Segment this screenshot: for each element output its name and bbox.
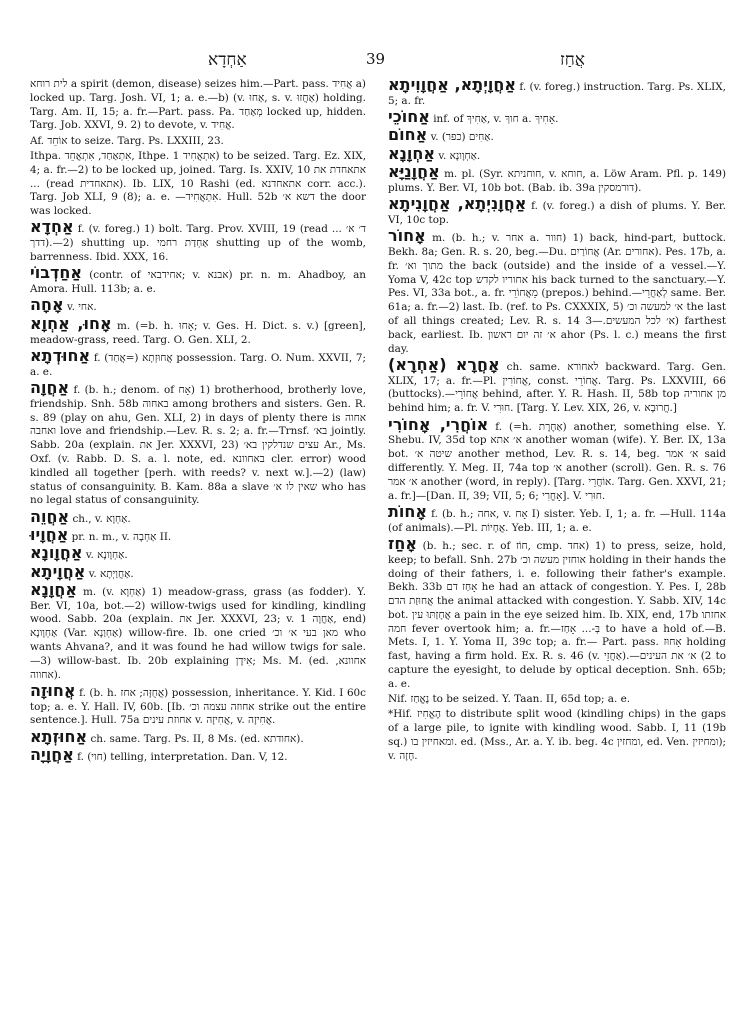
entry-headword: אַחֲוֵה	[30, 506, 70, 526]
dictionary-entry	[30, 524, 366, 545]
dictionary-entry	[388, 75, 726, 109]
entry-definition: v. אַחְוָונָא.	[85, 549, 128, 562]
entry-definition: *Hif. הֶאֱחִיז to distribute split wood (kindling chips) in the gaps of a large pile, to ignite with kindling wood. Sabb. I, 11 (19b sq.) ומאחיזין בו. ed. (Mss., Ar. a. Y. ib. beg. 4c ומחזין, ed. Ven. ומחיזין); v. חָזָה.	[388, 708, 726, 762]
entry-definition: v. אַחִים (כפר).	[430, 131, 494, 144]
dictionary-entry	[30, 345, 366, 380]
entry-headword: אָחוֹר	[388, 226, 426, 246]
dictionary-entry	[388, 501, 726, 536]
entry-definition: f. (v. foreg.) 1) bolt. Targ. Prov. XVIII, 19 (read ... ד׳ א׳ דדך).—2) shutting up. אַחְדַת רחמי shutting up of the womb, barrenness. Ibid. XXX, 16.	[30, 223, 366, 264]
dictionary-entry	[388, 161, 726, 196]
entry-headword: אַחֲוָיוּ	[30, 524, 69, 544]
dictionary-entry	[30, 313, 367, 348]
dictionary-entry	[30, 295, 366, 315]
entry-headword: אַחֲוָנַיָּא	[388, 161, 440, 181]
entry-definition: m. (v. אַחְוָא) 1) meadow-grass, grass (as fodder). Y. Ber. VI, 10a, bot.—2) willow-twigs used for kindling, kindling wood. Sabb. 20a (explain. את Jer. XXXVI, 23; v. אַחֲוָה 1, end) אַחְוָונָא (Var. אַחְוַנָא) willow-fire. Ib. one cried מאן בעי א׳ וכ׳ who wants Ahvana?, and it was found he had willow twigs for sale.—3) willow-bast. Ib. 20b explaining אִידָן; Ms. M. (ed. אחוונא, אחווה).	[30, 585, 366, 681]
dictionary-entry	[30, 680, 366, 728]
header-right-word: אֲחַז	[560, 50, 586, 70]
entry-headword: אַחֲוָיתָא	[30, 561, 86, 581]
entry-definition: ch., v. אַחְוָא.	[72, 512, 131, 525]
entry-definition: f. (חוי) telling, interpretation. Dan. V, 12.	[77, 751, 288, 764]
dictionary-entry	[30, 506, 366, 527]
dictionary-entry	[388, 226, 727, 356]
header-left-word: אַחְדָא	[208, 50, 247, 70]
entry-headword: אַחַדְבוֹי	[30, 263, 83, 283]
entry-definition: v. אחי.	[66, 301, 97, 314]
dictionary-entry	[30, 263, 366, 297]
entry-definition: f. (v. foreg.) instruction. Targ. Ps. XLIX, 5; a. fr.	[388, 81, 726, 107]
dictionary-entry	[30, 726, 366, 747]
right-column	[388, 75, 727, 765]
entry-definition: f. (b. h. אֲחֻזָּה; אחז) possession, inheritance. Y. Kid. I 60c top; a. e. Y. Hall. IV, 60b. [Ib. אחוזה עצמה וכ׳ strike out the entire sentence.]. Hull. 75a אחוזת עינים v. אֲחִיזָה, v. אֲחִיזָה.	[30, 686, 366, 727]
dictionary-entry	[388, 125, 726, 145]
dictionary-entry	[388, 143, 726, 164]
entry-headword: אַחוּדְתָא	[30, 345, 91, 365]
entry-definition: f. (אֲחַד=) אֲחוּזְתָא possession. Targ. O. Num. XXVII, 7; a. e.	[30, 351, 366, 378]
page-number: 39	[366, 50, 386, 68]
entry-definition: f. (v. foreg.) a dish of plums. Y. Ber. VI, 10c top.	[388, 200, 726, 226]
dictionary-entry	[30, 745, 366, 765]
entry-definition: ch. same. לאחורא backward. Targ. Gen. XLIX, 17; a. fr.—Pl. אֲחוֹרִין, const. אֲחוֹרֵי. Targ. Ps. LXXVIII, 66 (buttocks).—אֲחוֹרֵי behind, after. Y. R. Hash. II, 58b top מן אחוריה behind him; a. fr. V. חוּרִי. [Targ. Y. Lev. XIX, 26, v. חֲרוּבָא.]	[388, 360, 727, 415]
left-column	[30, 78, 366, 766]
entry-headword: אַחֲוָונָא	[30, 543, 83, 563]
dictionary-entry	[30, 78, 366, 133]
entry-definition: f. (b. h.; denom. of אָח) 1) brotherhood, brotherly love, friendship. Snh. 58b באחוה among brothers and sisters. Gen. R. s. 89 (play on ahu, Gen. XLI, 2) in days of plenty there is אחוה ואחבה love and friendship.—Lev. R. s. 2; a. fr.—Trnsf. בא׳ jointly. Sabb. 20a (explain. את Jer. XXXVI, 23) עצים שנדלקין בא׳ Ar., Ms. Oxf. (v. Rabb. D. S. a. l. note, ed. באחוונא cler. error) wood kindled all together [perh. with reeds? v. next w.].—2) (law) status of consanguinity. B. Kam. 88a a slave שאין לו א׳ who has no legal status of consanguinity.	[30, 383, 367, 507]
dictionary-entry	[30, 579, 366, 683]
entry-definition: f. (b. h.; אחה, v. אָח I) sister. Yeb. I, 1; a. fr. —Hull. 114a (of animals).—Pl. אֲחָיוֹת. Yeb. III, 1; a. e.	[388, 507, 726, 534]
dictionary-entry	[388, 533, 727, 692]
entry-headword: אַחוֹם	[388, 125, 428, 145]
entry-headword: אַחֲוָיָה	[30, 745, 74, 765]
dictionary-entry	[30, 135, 366, 149]
entry-headword: אֲחוּזָה	[30, 680, 76, 700]
entry-definition: m. (=b. h. אָחוּ; v. Ges. H. Dict. s. v.) [green], meadow-grass, reed. Targ. O. Gen. XLI, 2.	[30, 319, 367, 346]
entry-definition: m. pl. (Syr. חוחניתא, v. חוחא, a. Löw Aram. Pfl. p. 149) plums. Y. Ber. VI, 10b bot. (Bab. ib. 39a דורמסקין).	[388, 167, 726, 194]
entry-definition: (b. h.; sec. r. of חוֹז, cmp. אחד) 1) to press, seize, hold, keep; to befall. Snh. 27b אוחזין מעשה וכ׳ holding in their hands the doing of their fathers, i. e. following their father's example. Bekh. 33b אָחַז דם he had an attack of congestion. Y. Pes. I, 28b אֲחוּזַת הדם the animal attacked with congestion. Y. Sabb. XIV, 14c bot. אֲחָזַתּוּ עין a pain in the eye seized him. Ib. XIX, end, 17b אחזתו חמה fever overtook him; a. fr.—בְּ-... אָחַז to have a hold of.—B. Mets. I, 1. Y. Yoma II, 39c top; a. fr.— Part. pass. אָחוּז holding fast, having a firm hold. Ex. R. s. 46 (v. אַחֲזֵי).—2) א׳ את העינים to capture the eyesight, to delude by optical deception. Snh. 65b; a. e.	[388, 539, 727, 690]
dictionary-entry	[388, 414, 727, 504]
entry-headword: אַחֲוָיְתָא, אַחֲוָוִיתָא	[388, 75, 517, 94]
entry-headword: אָחוֹת	[388, 501, 428, 521]
entry-headword: אַחֲוָה	[30, 377, 70, 397]
entry-headword: אָחֲרָא (אַחְרָא)	[388, 354, 500, 374]
running-header	[0, 50, 750, 72]
dictionary-entry	[388, 107, 726, 127]
entry-definition: pr. n. m., v. אַחְבָה II.	[71, 530, 172, 543]
dictionary-entry	[30, 217, 366, 264]
entry-headword: אוֹחֲרִי, אָחוֹרִי	[388, 414, 489, 434]
entry-definition: לית רוחא a spirit (demon, disease) seizes him.—Part. pass. אֲחִיד a) locked up. Targ. Josh. VI, 1; a. e.—b) (v. אַחוּ, s. v. אַחֲזוּ) holding. Targ. Am. II, 15; a. fr.—Part. pass. Pa. מְאַחַד locked up, hidden. Targ. Job. XXVI, 9. 2) to devote, v. אֲחִיד.	[30, 78, 367, 132]
dictionary-entry	[30, 150, 366, 219]
entry-definition: (contr. of אחידבאי; v. אבנא) pr. n. m. Ahadboy, an Amora. Hull. 113b; a. e.	[30, 269, 366, 296]
entry-definition: ch. same. Targ. Ps. II, 8 Ms. (ed. אחודתא).	[90, 732, 304, 745]
entry-headword: אָחָה	[30, 295, 64, 315]
entry-headword: אָחַז	[388, 533, 418, 553]
entry-definition: Ithpa. אִתְאַחַד, אִתְאֲחֵד, Ithpe. אִתְאֲחִיד 1) to be seized. Targ. Ez. XIX, 4; a. fr.—2) to be locked up, joined. Targ. Is. XXIV, 10 אתאחדת את ... (read אתאחדית). Ib. LIX, 10 Rashi (ed. אתאחדנא corr. acc.). Targ. Job XLI, 9 (8); a. e. —אִתְאֲחִיד. Hull. 52b דשא א׳ the door was locked.	[30, 149, 367, 218]
dictionary-entry	[388, 708, 726, 763]
entry-headword: אָחוּ, אַחְוָא	[30, 313, 112, 333]
dictionary-entry	[388, 194, 726, 228]
entry-headword: אַחוּזְתָא	[30, 726, 88, 746]
entry-definition: f. (=h. אַחֶרֶת) another, something else. Y. Shebu. IV, 35d top א׳ אתא another woman (wife). Y. Ber. IX, 13a bot. שיטה א׳ another method, Lev. R. s. 14, beg. א׳ אמר said differently. Y. Meg. II, 74a top א׳ another (scroll). Gen. R. s. 76 א׳ אמר another (word, in reply). [Targ. אוֹחֲרֵי. Targ. Gen. XXVI, 21; a. fr.]—[Dan. II, 39; VII, 5; 6; אָחֳרִי]. V. חוּרִי.	[388, 420, 727, 502]
dictionary-entry	[388, 693, 726, 707]
entry-definition: m. (b. h.; v. אחר a. חוור) 1) back, hind-part, buttock. Bekh. 8a; Gen. R. s. 20, beg.—Du. אֲחוֹרַיִם (Ar. אחורים). Pes. 17b, a. fr. מתוך וא׳ the back (outside) and the inside of a vessel.—Y. Yoma V, 42c top אחוריו לקדש his back turned to the sanctuary.—Y. Pes. VI, 33a bot., a. fr. מֵאֲחוֹרֵי (prepos.) behind.—לְאַחֲרֵי same. Ber. 61a; a. fr.—2) last. Ib. (ref. to Ps. CXXXIX, 5) א׳ למעשה וכ׳ the last of all things created; Lev. R. s. 14 א׳ לכל המעשים.—3) farthest back, earliest. Ib. א׳ זה יום ראשון ahor (Ps. l. c.) means the first day.	[388, 232, 727, 355]
entry-definition: Af. אוֹחֵד to seize. Targ. Ps. LXXIII, 23.	[30, 134, 224, 147]
entry-definition: v. אַחֲוַיְתָא.	[88, 567, 134, 580]
dictionary-entry	[30, 561, 366, 582]
entry-definition: Nif. נֶאֱחַז to be seized. Y. Taan. II, 65d top; a. e.	[388, 693, 631, 706]
entry-definition: v. אַחְוָונָא.	[438, 149, 481, 162]
entry-headword: אַחְוָנָא	[388, 143, 436, 163]
entry-headword: אַחְדָא	[30, 217, 74, 237]
entry-headword: אַחוֹכֵי	[388, 107, 430, 127]
dictionary-entry	[388, 354, 727, 416]
entry-headword: אַחֲוָנִיְתָא, אַחֲוָנִיתָא	[388, 194, 527, 214]
entry-definition: inf. of אַחִיךְ, v. חוךְ a. אָחִיךְ.	[433, 113, 559, 126]
dictionary-entry	[30, 543, 366, 563]
dictionary-entry	[30, 377, 367, 508]
entry-headword: אַחֲוָנָא	[30, 579, 78, 599]
